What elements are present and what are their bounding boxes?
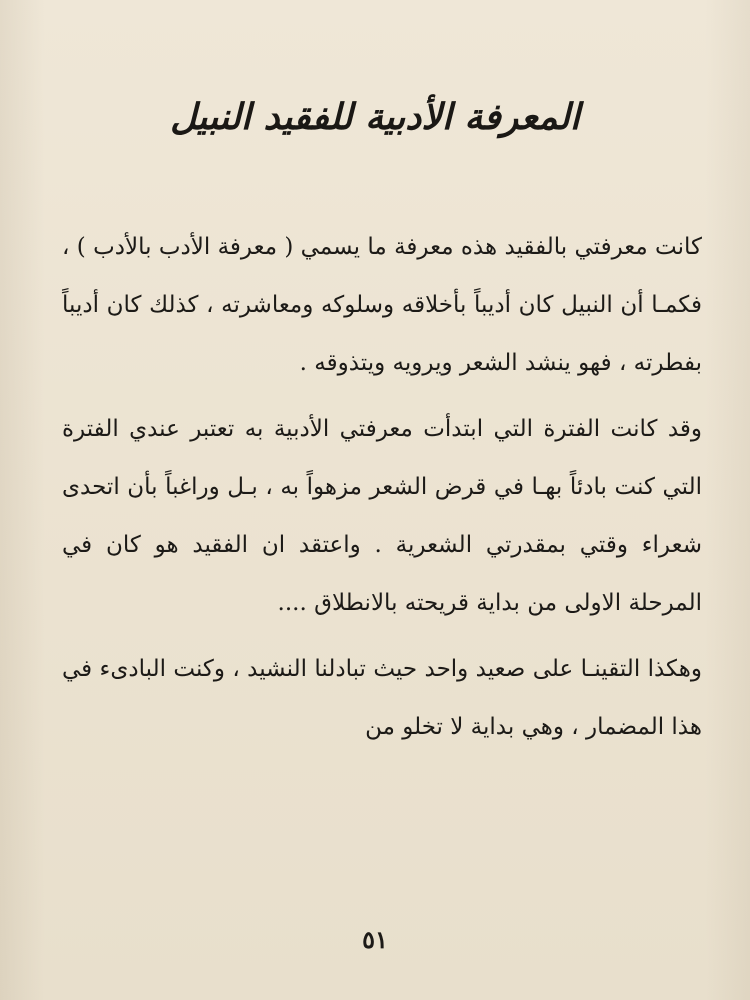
page-number: ٥١: [362, 925, 388, 954]
page-title: المعرفة الأدبية للفقيد النبيل: [170, 96, 580, 138]
body-text: [62, 218, 702, 756]
paragraph-1: كانت معرفتي بالفقيد هذه معرفة ما يسمي ( معرفة الأدب بالأدب ) ، فكمـا أن النبيل كان أديباً بأخلاقه وسلوكه ومعاشرته ، كذلك كان أديباً بفطرته ، فهو ينشد الشعر ويرويه ويتذوقه .: [62, 234, 702, 376]
paragraph-2: وقد كانت الفترة التي ابتدأت معرفتي الأدبية به تعتبر عندي الفترة التي كنت بادئاً بهـا في قرض الشعر مزهواً به ، بـل وراغباً بأن اتحدى شعراء وقتي بمقدرتي الشعرية . واعتقد ان الفقيد هو كان في المرحلة الاولى من بداية قريحته بالانطلاق ....: [62, 416, 702, 616]
paragraph-3: وهكذا التقينـا على صعيد واحد حيث تبادلنا النشيد ، وكنت البادىء في هذا المضمار ، وهي بداية لا تخلو من: [62, 656, 702, 740]
